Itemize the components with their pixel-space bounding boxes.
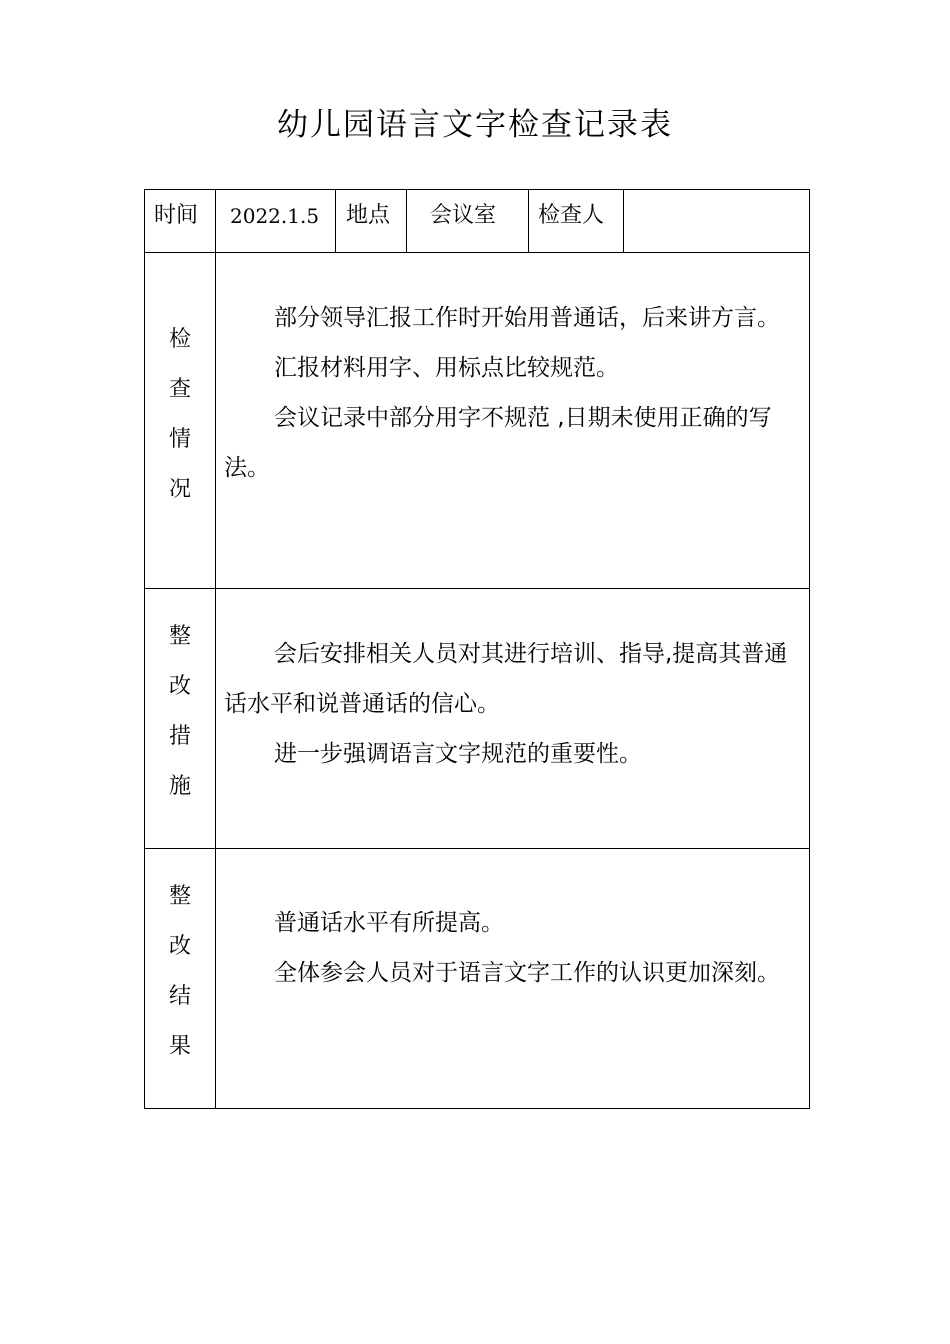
table-col-divider	[623, 189, 624, 252]
table-row-divider	[144, 588, 810, 589]
section-label-char: 结	[168, 984, 191, 1009]
section-label-char: 整	[168, 884, 191, 909]
inspector-value	[634, 190, 804, 242]
table-col-divider	[215, 189, 216, 1109]
table-col-divider	[406, 189, 407, 252]
paragraph: 汇报材料用字、用标点比较规范。	[274, 355, 619, 381]
section-label-measures	[145, 612, 215, 812]
section-label-char: 查	[168, 377, 191, 402]
inspector-label: 检查人	[538, 203, 605, 228]
time-label: 时间	[154, 203, 199, 228]
section-label-char: 况	[168, 477, 191, 502]
section-label-char: 改	[168, 934, 191, 959]
section-label-inspection	[145, 315, 215, 515]
section-label-char: 措	[168, 724, 191, 749]
document-title: 幼儿园语言文字检查记录表	[277, 107, 673, 143]
table-border-right	[809, 189, 810, 1109]
section-label-char: 检	[168, 327, 191, 352]
table-col-divider	[528, 189, 529, 252]
place-label: 地点	[346, 203, 391, 228]
paragraph: 部分领导汇报工作时开始用普通话，后来讲方言。	[274, 305, 780, 331]
place-value: 会议室	[430, 203, 497, 228]
section-content-inspection	[224, 293, 802, 493]
section-content-results	[224, 898, 802, 998]
section-label-char: 改	[168, 674, 191, 699]
paragraph: 会后安排相关人员对其进行培训、指导,提高其普通话水平和说普通话的信心。	[224, 641, 788, 717]
section-label-char: 施	[168, 774, 191, 799]
table-border-bottom	[144, 1108, 810, 1109]
table-row-divider	[144, 848, 810, 849]
time-value: 2022.1.5	[230, 204, 320, 228]
table-col-divider	[335, 189, 336, 252]
section-label-char: 整	[168, 624, 191, 649]
paragraph: 全体参会人员对于语言文字工作的认识更加深刻。	[274, 960, 780, 986]
section-label-char: 情	[168, 427, 191, 452]
section-label-char: 果	[168, 1034, 191, 1059]
paragraph: 进一步强调语言文字规范的重要性。	[274, 741, 642, 767]
paragraph: 普通话水平有所提高。	[274, 910, 504, 936]
section-content-measures	[224, 629, 802, 779]
table-row-divider	[144, 252, 810, 253]
section-label-results	[145, 872, 215, 1072]
paragraph: 会议记录中部分用字不规范 ,日期未使用正确的写法。	[224, 405, 772, 481]
